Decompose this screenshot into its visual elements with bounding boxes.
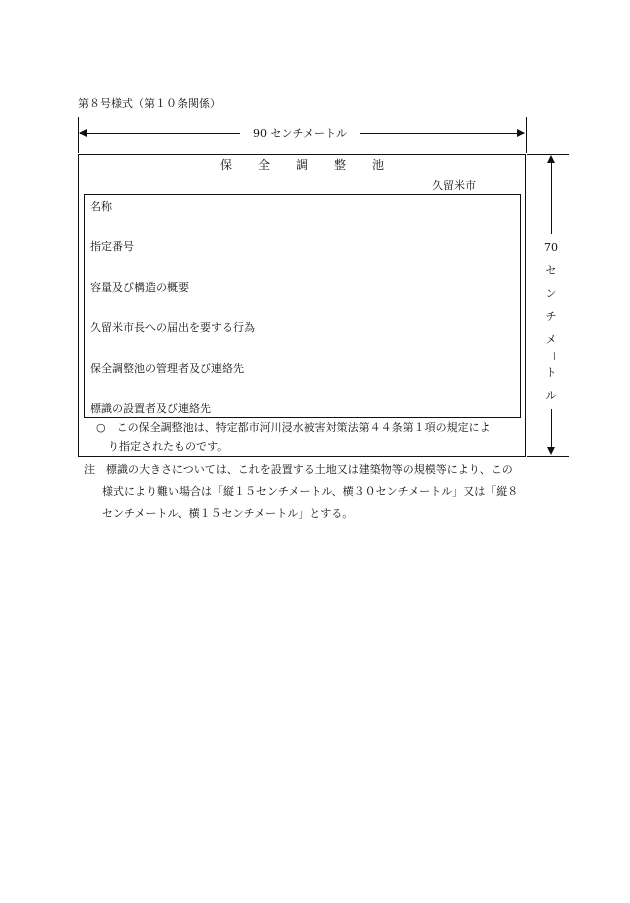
height-dimension-char-2: ン xyxy=(545,287,557,300)
note-line3: センチメートル、横１５センチメートル」とする。 xyxy=(102,507,354,520)
width-dimension-right-tick xyxy=(526,117,527,153)
width-dimension-label: 90 センチメートル xyxy=(240,127,360,140)
height-dimension-bottom-tick xyxy=(527,456,569,457)
height-dimension-char-7: ル xyxy=(545,389,557,402)
field-designation-number: 指定番号 xyxy=(90,240,134,253)
width-dimension-right-arrow xyxy=(517,129,525,137)
form-label: 第８号様式（第１０条関係） xyxy=(78,97,221,110)
height-dimension-char-1: セ xyxy=(545,264,557,277)
sign-field-box xyxy=(84,194,521,418)
height-dimension-top-arrow xyxy=(547,155,555,163)
field-manager-contact: 保全調整池の管理者及び連絡先 xyxy=(90,362,244,375)
note-line1: 注 標識の大きさについては、これを設置する土地又は建築物等の規模等により、この xyxy=(84,463,513,476)
field-installer-contact: 標識の設置者及び連絡先 xyxy=(90,402,211,415)
height-dimension-char-6: ト xyxy=(545,366,557,379)
sign-notice-line2: り指定されたものです。 xyxy=(108,440,229,453)
field-capacity-structure: 容量及び構造の概要 xyxy=(90,281,189,294)
height-dimension-char-5: ー xyxy=(547,351,558,361)
height-dimension-char-3: チ xyxy=(545,310,557,323)
field-notifiable-acts: 久留米市長への届出を要する行為 xyxy=(90,321,255,334)
width-dimension-left-arrow xyxy=(79,129,87,137)
sign-issuer: 久留米市 xyxy=(432,179,476,192)
height-dimension-char-4: メ xyxy=(545,333,557,346)
height-dimension-label xyxy=(541,234,561,409)
sign-notice-line1: ○ この保全調整池は、特定都市河川浸水被害対策法第４４条第１項の規定によ xyxy=(96,421,491,434)
note-line2: 様式により難い場合は「縦１５センチメートル、横３０センチメートル」又は「縦８ xyxy=(102,485,519,498)
height-dimension-bottom-arrow xyxy=(547,447,555,455)
height-dimension-number: 70 xyxy=(544,241,558,254)
field-name: 名称 xyxy=(90,200,112,213)
sign-title: 保全調整池 xyxy=(219,158,410,172)
